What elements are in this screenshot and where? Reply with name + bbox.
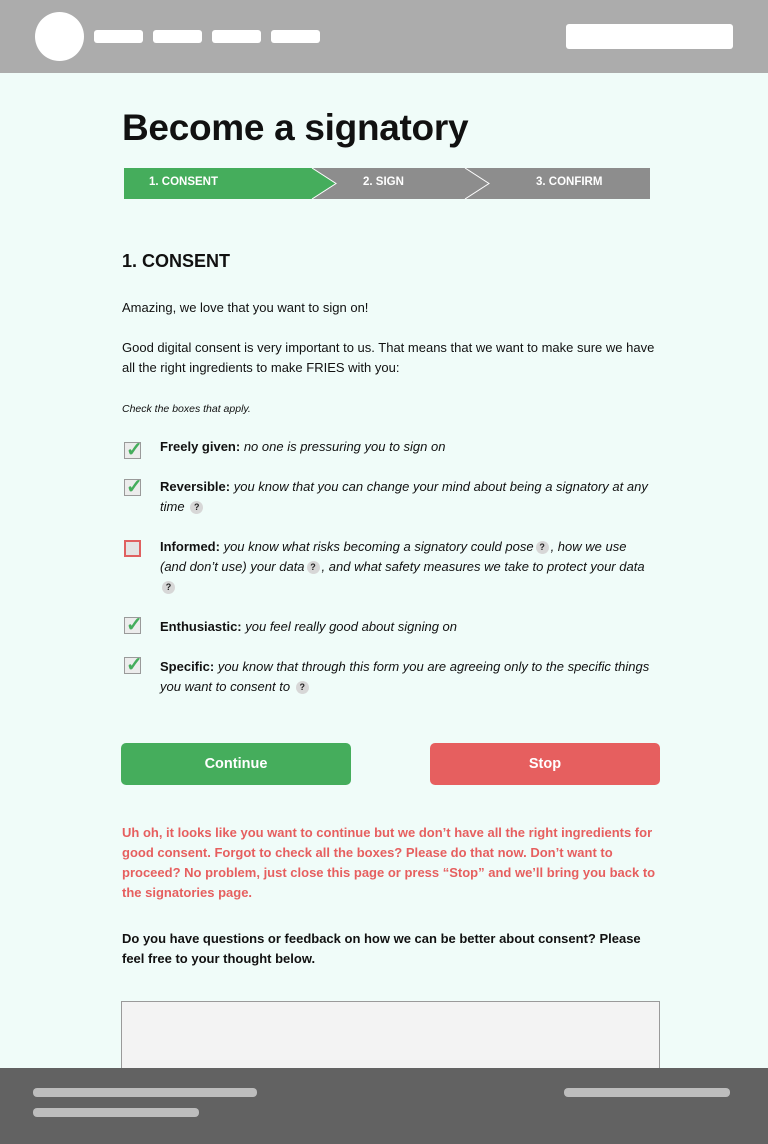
consent-item-enthusiastic xyxy=(160,617,650,637)
item-label: Freely given: xyxy=(160,439,241,454)
help-icon[interactable]: ? xyxy=(536,541,549,554)
item-label: Specific: xyxy=(160,659,215,674)
section-heading: 1. CONSENT xyxy=(122,251,231,271)
item-text: you feel really good about signing on xyxy=(245,619,458,634)
consent-item-specific xyxy=(160,657,650,697)
item-label: Reversible: xyxy=(160,479,231,494)
body-text: Good digital consent is very important to us. That means that we want to make sure we have all the right ingredients to make FRIES with you: xyxy=(122,340,655,375)
item-text: you know what risks becoming a signatory could pose xyxy=(223,539,534,554)
item-text: you know that you can change your mind about being a signatory at any time xyxy=(160,479,648,514)
step-sign[interactable]: 2. SIGN xyxy=(363,176,404,188)
check-icon: ✓ xyxy=(126,654,143,676)
footer-link-2[interactable] xyxy=(33,1108,199,1117)
checkbox-freely-given[interactable] xyxy=(124,439,143,461)
progress-steps xyxy=(124,168,650,199)
site-footer xyxy=(0,1068,768,1144)
consent-item-freely-given xyxy=(160,437,650,457)
checkbox-enthusiastic[interactable] xyxy=(124,614,143,636)
site-logo[interactable] xyxy=(35,12,84,61)
site-header xyxy=(0,0,768,73)
help-icon[interactable]: ? xyxy=(190,501,203,514)
nav-item-3[interactable] xyxy=(212,30,261,43)
nav-item-2[interactable] xyxy=(153,30,202,43)
item-text: no one is pressuring you to sign on xyxy=(243,439,446,454)
checkbox-hint: Check the boxes that apply. xyxy=(122,403,251,415)
consent-item-reversible xyxy=(160,477,650,517)
intro-text: Amazing, we love that you want to sign on! xyxy=(122,300,369,315)
check-icon: ✓ xyxy=(126,476,143,498)
stop-button[interactable]: Stop xyxy=(430,743,660,785)
step-confirm[interactable]: 3. CONFIRM xyxy=(536,176,603,188)
step-consent[interactable]: 1. CONSENT xyxy=(149,176,219,188)
help-icon[interactable]: ? xyxy=(296,681,309,694)
item-text: you know that through this form you are agreeing only to the specific things you want to consent to xyxy=(160,659,650,694)
item-text-2: , how we use (and don’t use) your data xyxy=(160,539,627,574)
continue-button[interactable]: Continue xyxy=(121,743,351,785)
footer-link-1[interactable] xyxy=(33,1088,257,1097)
consent-warning: Uh oh, it looks like you want to continue but we don’t have all the right ingredients for good consent. Forgot to check all the boxes? Please do that now. Don’t want to proceed? No problem, just close this page or press “Stop” and we’ll bring you back to the signatories page. xyxy=(122,825,656,900)
item-label: Informed: xyxy=(160,539,220,554)
footer-link-3[interactable] xyxy=(564,1088,730,1097)
nav-item-4[interactable] xyxy=(271,30,320,43)
checkbox-informed[interactable] xyxy=(124,540,141,557)
help-icon[interactable]: ? xyxy=(162,581,175,594)
page-title: Become a signatory xyxy=(122,107,469,148)
checkbox-specific[interactable] xyxy=(124,654,143,676)
consent-item-informed xyxy=(160,537,650,597)
nav-item-1[interactable] xyxy=(94,30,143,43)
check-icon: ✓ xyxy=(126,439,143,461)
header-search-box[interactable] xyxy=(566,24,733,49)
item-label: Enthusiastic: xyxy=(160,619,242,634)
help-icon[interactable]: ? xyxy=(307,561,320,574)
checkbox-reversible[interactable] xyxy=(124,476,143,498)
item-text-3: , and what safety measures we take to protect your data xyxy=(321,559,645,574)
feedback-question: Do you have questions or feedback on how we can be better about consent? Please feel free to your thought below. xyxy=(122,931,641,966)
check-icon: ✓ xyxy=(126,614,143,636)
